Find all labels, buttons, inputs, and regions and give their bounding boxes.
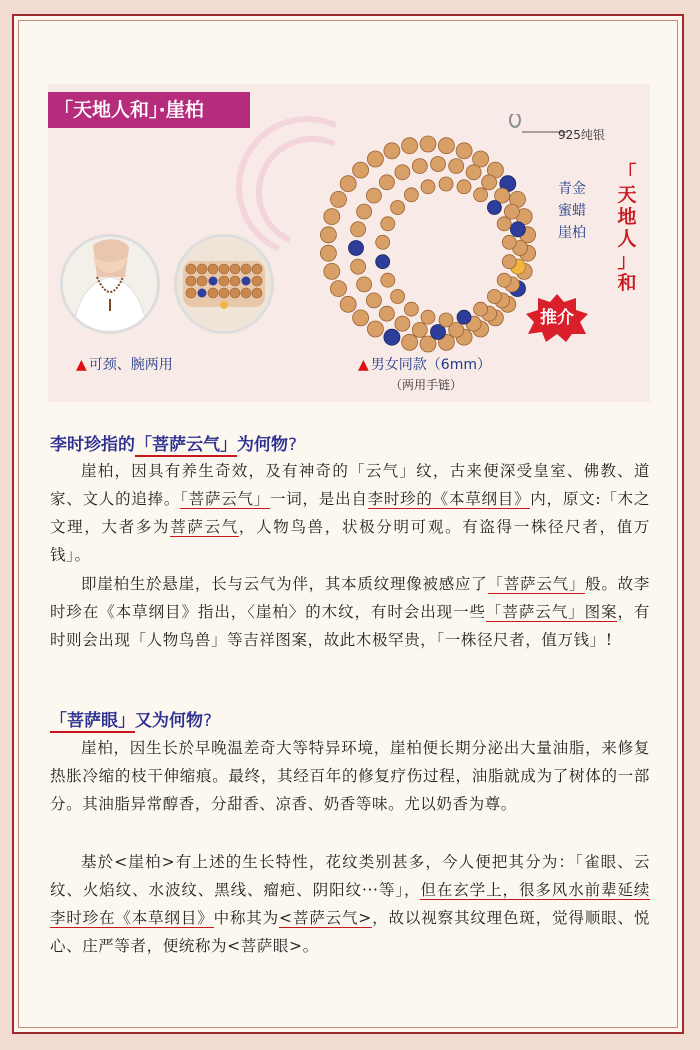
bead [402, 334, 418, 350]
bead [367, 321, 383, 337]
text-run: 中称其为 [213, 909, 280, 927]
caption-right-text: 男女同款（6mm） [370, 357, 491, 373]
vertical-title-char: 」 [617, 250, 637, 272]
bead [324, 209, 340, 225]
bead [438, 138, 454, 154]
product-card [48, 84, 650, 402]
bead [376, 255, 390, 269]
section1-heading-prefix: 李时珍指的 [50, 435, 135, 455]
bead [366, 293, 381, 308]
bead [391, 201, 405, 215]
bead [412, 159, 427, 174]
highlight-phrase: 李时珍的《本草纲目》 [367, 490, 531, 508]
bead [421, 180, 435, 194]
bead [331, 281, 347, 297]
bead [366, 188, 381, 203]
bead [395, 165, 410, 180]
bead [497, 273, 511, 287]
text-run: 内，原文:「木之文理，大者多为 [50, 490, 650, 536]
highlight-phrase: 但在玄学上，很多风水前辈延续李时珍在《本草纲目》 [50, 881, 650, 927]
text-run: ，人物鸟兽，状极分明可观。有盗得一株径尺者，值万钱」。 [50, 518, 651, 564]
section1-paragraph-2 [50, 570, 650, 654]
bead [497, 217, 511, 231]
caption-right-sub: （两用手链） [390, 378, 463, 392]
bead [340, 296, 356, 312]
section1-heading-highlight: 「菩萨云气」 [135, 435, 237, 455]
bead [412, 322, 427, 337]
vertical-title-char: 和 [617, 272, 637, 294]
bead [384, 143, 400, 159]
text-run: 即崖柏生於悬崖，长与云气为伴，其本质纹理像被感应了 [81, 575, 488, 593]
necklace-wearing-photo [60, 234, 160, 334]
bead [431, 157, 446, 172]
caption-left-text: 可颈、腕两用 [88, 357, 173, 373]
bead [384, 329, 400, 345]
section1-heading-suffix: 为何物 [237, 435, 288, 455]
triangle-marker: ▲ [358, 357, 369, 373]
text-run: 一词，是出自 [270, 490, 368, 508]
vertical-title [616, 162, 638, 294]
highlight-phrase: 「菩萨云气」图案 [485, 603, 618, 621]
bead [379, 306, 394, 321]
section2-heading-highlight: 「菩萨眼」 [50, 711, 135, 731]
bead [502, 255, 516, 269]
vertical-title-char: 「 [617, 162, 637, 184]
bead [357, 204, 372, 219]
section2-heading-suffix: 又为何物 [135, 711, 203, 731]
bead [391, 290, 405, 304]
section2-paragraph-2 [50, 848, 650, 960]
highlight-phrase: 「菩萨云气」 [180, 490, 270, 508]
bead [381, 273, 395, 287]
bead [449, 159, 464, 174]
text-run: 崖柏，因具有养生奇效，及有神奇的「云气」纹，古来便深受皇室、佛教、道家、文人的追捧。 [50, 462, 650, 508]
bead [502, 235, 516, 249]
bead [487, 290, 501, 304]
highlight-phrase: <菩萨云气> [279, 909, 372, 927]
caption-right [358, 354, 491, 374]
bead-label-qingjin: 青金 [558, 181, 586, 197]
bead [376, 235, 390, 249]
bead [439, 313, 453, 327]
bead [320, 227, 336, 243]
bead [404, 302, 418, 316]
bead [402, 138, 418, 154]
product-tag: 「天地人和」·崖柏 [48, 92, 250, 128]
text-run: ，故以视察其纹理色斑，觉得顺眼、悦心、庄严等者，便统称为<菩萨眼>。 [50, 909, 650, 955]
bead [353, 310, 369, 326]
bead [482, 175, 497, 190]
vertical-title-char: 天 [617, 184, 637, 206]
bead [474, 302, 488, 316]
section2-heading-q: ? [203, 711, 213, 731]
text-run: ，有时则会出现「人物鸟兽」等吉祥图案，故此木极罕贵，「一株径尺者，值万钱」! [50, 603, 651, 649]
bead [457, 310, 471, 324]
bead [379, 175, 394, 190]
section2-heading [50, 706, 212, 731]
recommend-badge [526, 294, 588, 342]
silver-label: 925纯银 [558, 128, 605, 142]
bead [351, 259, 366, 274]
bead [510, 222, 525, 237]
bead [353, 162, 369, 178]
section1-paragraph-1 [50, 457, 650, 569]
caption-left [76, 354, 173, 374]
bead [349, 241, 364, 256]
vertical-title-char: 地 [617, 206, 637, 228]
bead [439, 177, 453, 191]
section2-paragraph-1: 崖柏，因生长於早晚温差奇大等特异环境，崖柏便长期分泌出大量油脂，来修复热胀冷缩的枝干伸缩痕。最终，其经百年的修复疗伤过程，油脂就成为了树体的一部分。其油脂异常醇香，分甜香、凉香、奶香等味。尤以奶香为尊。 [50, 739, 650, 813]
highlight-phrase: 「菩萨云气」 [487, 575, 586, 593]
bead [357, 277, 372, 292]
bracelet-wrist-photo [174, 234, 274, 334]
bead [320, 245, 336, 261]
bead [395, 316, 410, 331]
bead [367, 151, 383, 167]
bead [381, 217, 395, 231]
bead [456, 143, 472, 159]
bead [331, 191, 347, 207]
bead [474, 188, 488, 202]
bead [466, 165, 481, 180]
text-run: 基於<崖柏>有上述的生长特性，花纹类别甚多，今人便把其分为：「雀眼、云纹、火焰纹、水波纹、黑线、瘤疤、阴阳纹···等」， [50, 853, 650, 899]
section1-heading-q: ? [288, 435, 298, 455]
recommend-badge-text: 推介 [540, 308, 574, 328]
bead [421, 310, 435, 324]
bead [420, 136, 436, 152]
bead-label-milla: 蜜蜡 [558, 203, 586, 219]
bead [404, 188, 418, 202]
triangle-marker: ▲ [76, 357, 87, 373]
bead [457, 180, 471, 194]
vertical-title-char: 人 [617, 228, 637, 250]
bead [340, 176, 356, 192]
silver-clasp [510, 114, 520, 127]
section1-heading [50, 430, 297, 455]
highlight-phrase: 菩萨云气 [170, 518, 239, 536]
bead-label-yabai: 崖柏 [558, 225, 586, 241]
bead [324, 263, 340, 279]
bead [487, 201, 501, 215]
text-run: 般。故李时珍在《本草纲目》指出，〈崖柏〉的木纹，有时会出现一些 [50, 575, 650, 621]
bead [351, 222, 366, 237]
